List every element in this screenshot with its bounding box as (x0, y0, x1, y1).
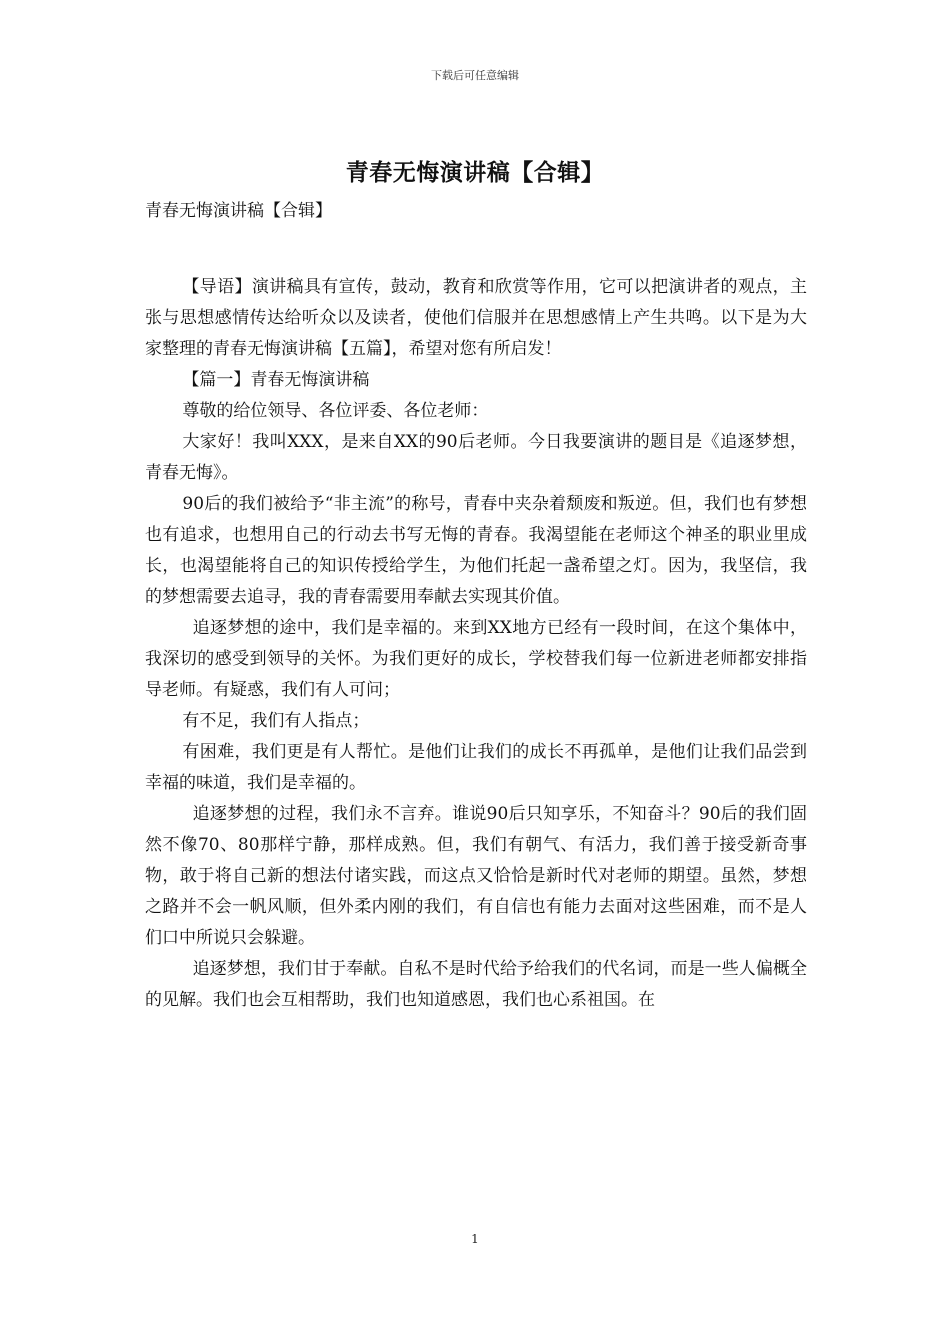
body-paragraph: 有不足，我们有人指点； (182, 711, 370, 731)
body-paragraph: 追逐梦想，我们甘于奉献。自私不是时代给予给我们的代名词，而是一些人偏概全的见解。我们也会互相帮助，我们也知道感恩，我们也心系祖国。在 (145, 959, 807, 1010)
body-paragraph: 追逐梦想的过程，我们永不言弃。谁说90后只知享乐，不知奋斗？90后的我们固然不像70、80那样宁静，那样成熟。但，我们有朝气、有活力，我们善于接受新奇事物，敢于将自己新的想法付诸实践，而这点又恰恰是新时代对老师的期望。虽然，梦想之路并不会一帆风顺，但外柔内刚的我们，有自信也有能力去面对这些困难，而不是人们口中所说只会躲避。 (145, 804, 807, 948)
document-title: 青春无悔演讲稿【合辑】 (345, 159, 605, 186)
salutation-paragraph: 尊敬的给位领导、各位评委、各位老师： (182, 401, 489, 421)
body-paragraph: 有困难，我们更是有人帮忙。是他们让我们的成长不再孤单，是他们让我们品尝到幸福的味道，我们是幸福的。 (145, 742, 807, 793)
document-body (145, 196, 807, 1016)
body-paragraph: 90后的我们被给予“非主流”的称号，青春中夹杂着颓废和叛逆。但，我们也有梦想也有追求，也想用自己的行动去书写无悔的青春。我渴望能在老师这个神圣的职业里成长，也渴望能将自己的知识传授给学生，为他们托起一盏希望之灯。因为，我坚信，我的梦想需要去追寻，我的青春需要用奉献去实现其价值。 (145, 494, 807, 607)
section-heading: 【篇一】青春无悔演讲稿 (182, 370, 370, 390)
body-paragraph: 追逐梦想的途中，我们是幸福的。来到XX地方已经有一段时间，在这个集体中，我深切的感受到领导的关怀。为我们更好的成长，学校替我们每一位新进老师都安排指导老师。有疑惑，我们有人可问； (145, 618, 807, 700)
page-header-note: 下载后可任意编辑 (431, 69, 519, 82)
page-number: 1 (471, 1232, 479, 1246)
intro-paragraph: 【导语】演讲稿具有宣传，鼓动，教育和欣赏等作用，它可以把演讲者的观点，主张与思想感情传达给听众以及读者，使他们信服并在思想感情上产生共鸣。以下是为大家整理的青春无悔演讲稿【五篇】，希望对您有所启发！ (145, 277, 807, 359)
body-paragraph: 大家好！我叫XXX，是来自XX的90后老师。今日我要演讲的题目是《追逐梦想，青春无悔》。 (145, 432, 807, 483)
document-subtitle: 青春无悔演讲稿【合辑】 (145, 201, 332, 221)
